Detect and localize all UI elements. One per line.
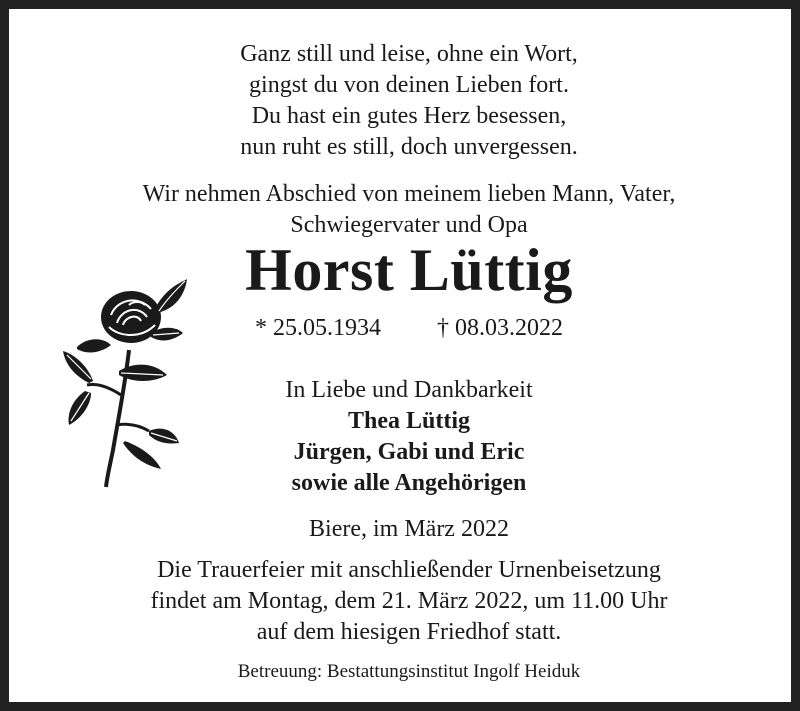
- poem-line: Du hast ein gutes Herz besessen,: [251, 103, 567, 129]
- death-date: † 08.03.2022: [437, 315, 563, 341]
- life-dates: [9, 313, 800, 343]
- poem: [9, 39, 800, 163]
- thanks-line: In Liebe und Dankbarkeit: [285, 377, 533, 403]
- poem-line: nun ruht es still, doch unvergessen.: [240, 134, 578, 160]
- intro-line: Schwiegervater und Opa: [290, 212, 528, 238]
- funeral-line: auf dem hiesigen Friedhof statt.: [256, 619, 562, 645]
- place-date: Biere, im März 2022: [309, 516, 509, 542]
- poem-line: Ganz still und leise, ohne ein Wort,: [240, 41, 578, 67]
- mourner-name: Jürgen, Gabi und Eric: [293, 439, 525, 465]
- deceased-name: Horst Lüttig: [245, 237, 573, 303]
- poem-line: gingst du von deinen Lieben fort.: [249, 72, 569, 98]
- funeral-line: Die Trauerfeier mit anschließender Urnenbeisetzung: [157, 557, 661, 583]
- birth-date: * 25.05.1934: [255, 315, 381, 341]
- funeral-info: [9, 555, 800, 648]
- funeral-line: findet am Montag, dem 21. März 2022, um 11.00 Uhr: [150, 588, 668, 614]
- funeral-home: Betreuung: Bestattungsinstitut Ingolf Heiduk: [237, 661, 581, 682]
- intro-line: Wir nehmen Abschied von meinem lieben Mann, Vater,: [142, 181, 676, 207]
- farewell-intro: [9, 179, 800, 241]
- mourner-name: Thea Lüttig: [347, 408, 470, 434]
- mourner-name: sowie alle Angehörigen: [291, 470, 527, 496]
- mourners-block: [9, 375, 800, 499]
